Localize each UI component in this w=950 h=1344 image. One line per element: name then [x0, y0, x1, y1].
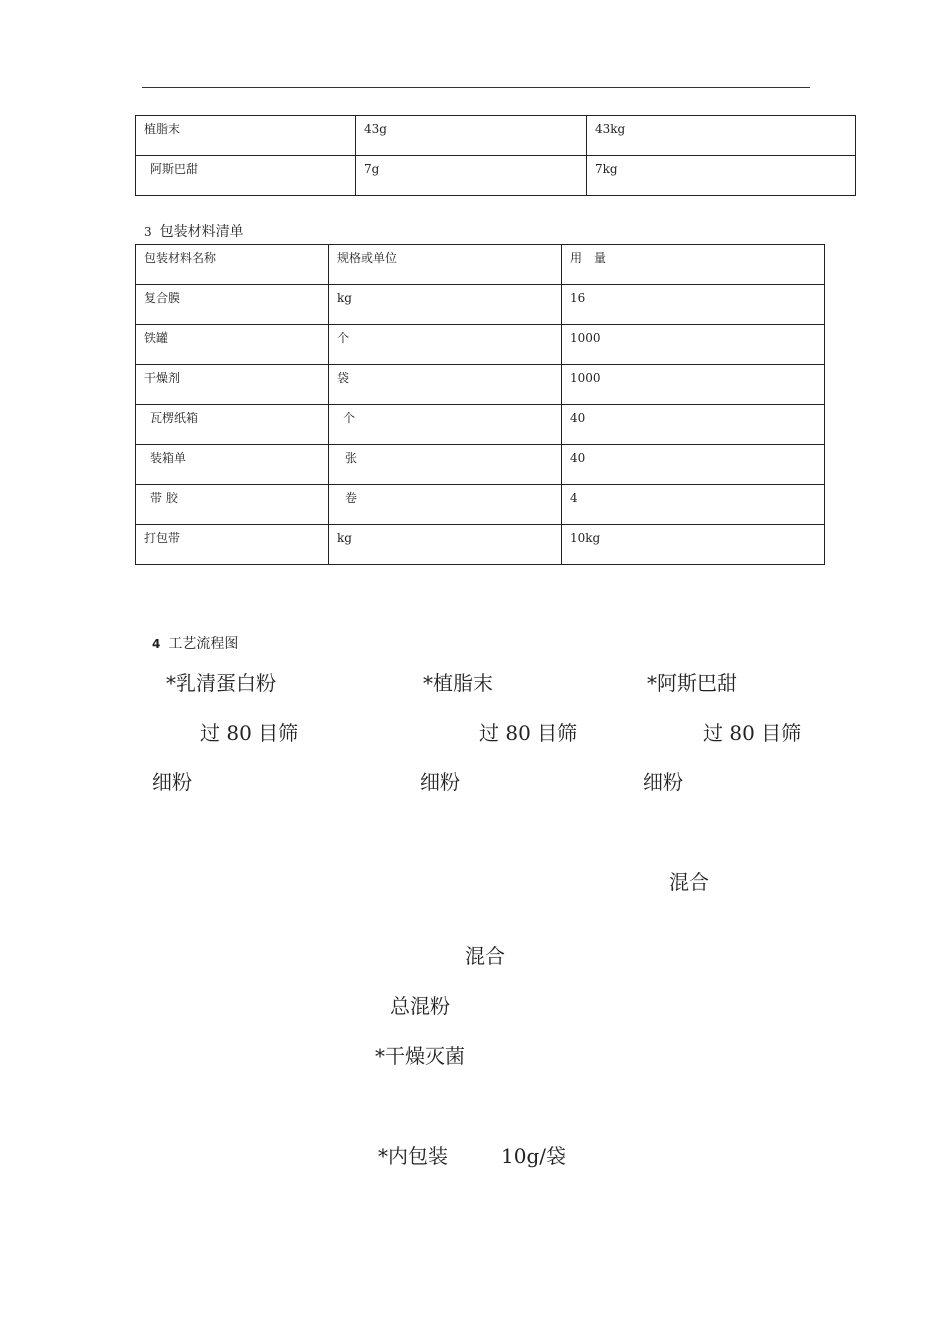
table-header-row: [136, 245, 825, 285]
table-row: [136, 485, 825, 525]
table-cell: 16: [562, 285, 825, 325]
column-header: 包装材料名称: [136, 245, 329, 285]
table-cell: 10kg: [562, 525, 825, 565]
table-row: [136, 405, 825, 445]
flow-step-sieve-2: 过 80 目筛: [479, 721, 578, 745]
table-cell: 43kg: [587, 116, 856, 156]
flow-step-sieve-1: 过 80 目筛: [200, 721, 299, 745]
table-cell: 1000: [562, 325, 825, 365]
table-cell: 铁罐: [136, 325, 329, 365]
table-cell: 复合膜: [136, 285, 329, 325]
table-row: [136, 445, 825, 485]
table-cell: 1000: [562, 365, 825, 405]
table-row: [136, 285, 825, 325]
flow-step-fine-3: 细粉: [643, 770, 683, 794]
flow-step-sieve-3: 过 80 目筛: [703, 721, 802, 745]
section-title: 工艺流程图: [168, 636, 239, 652]
table-cell: 打包带: [136, 525, 329, 565]
flow-step-dry-sterilize: *干燥灭菌: [375, 1044, 465, 1068]
table-row: [136, 156, 856, 196]
table-cell: 装箱单: [136, 445, 329, 485]
table-row: [136, 116, 856, 156]
table-cell: 张: [329, 445, 562, 485]
flow-step-raw-creamer: *植脂末: [423, 671, 493, 695]
flow-step-mix-2: 混合: [465, 944, 505, 968]
table-cell: 阿斯巴甜: [136, 156, 356, 196]
table-row: [136, 365, 825, 405]
header-rule: [142, 87, 810, 88]
column-header: 规格或单位: [329, 245, 562, 285]
section-4-heading: [152, 633, 238, 653]
table-cell: 个: [329, 405, 562, 445]
section-number: 4: [152, 637, 161, 651]
table-cell: kg: [329, 285, 562, 325]
flow-step-inner-pack: *内包装: [378, 1144, 448, 1168]
flow-step-pack-spec: 10g/袋: [501, 1144, 566, 1168]
table-cell: 带 胶: [136, 485, 329, 525]
table-cell: 4: [562, 485, 825, 525]
column-header: 用 量: [562, 245, 825, 285]
table-cell: 43g: [356, 116, 587, 156]
table-cell: 40: [562, 405, 825, 445]
packaging-materials-table: [135, 244, 825, 565]
table-row: [136, 325, 825, 365]
table-cell: 瓦楞纸箱: [136, 405, 329, 445]
section-3-heading: [144, 221, 244, 241]
table-cell: 7g: [356, 156, 587, 196]
table-cell: 7kg: [587, 156, 856, 196]
table-cell: 植脂末: [136, 116, 356, 156]
table-cell: 个: [329, 325, 562, 365]
flow-step-mix-1: 混合: [669, 870, 709, 894]
table-cell: 40: [562, 445, 825, 485]
section-number: 3: [144, 225, 152, 239]
table-row: [136, 525, 825, 565]
flow-step-fine-1: 细粉: [152, 770, 192, 794]
ingredient-table: [135, 115, 856, 196]
table-cell: kg: [329, 525, 562, 565]
section-title: 包装材料清单: [159, 224, 244, 240]
flow-step-fine-2: 细粉: [420, 770, 460, 794]
table-cell: 袋: [329, 365, 562, 405]
table-cell: 卷: [329, 485, 562, 525]
flow-step-raw-aspartame: *阿斯巴甜: [647, 671, 737, 695]
table-cell: 干燥剂: [136, 365, 329, 405]
flow-step-total-mix: 总混粉: [390, 994, 450, 1018]
flow-step-raw-whey: *乳清蛋白粉: [166, 671, 276, 695]
